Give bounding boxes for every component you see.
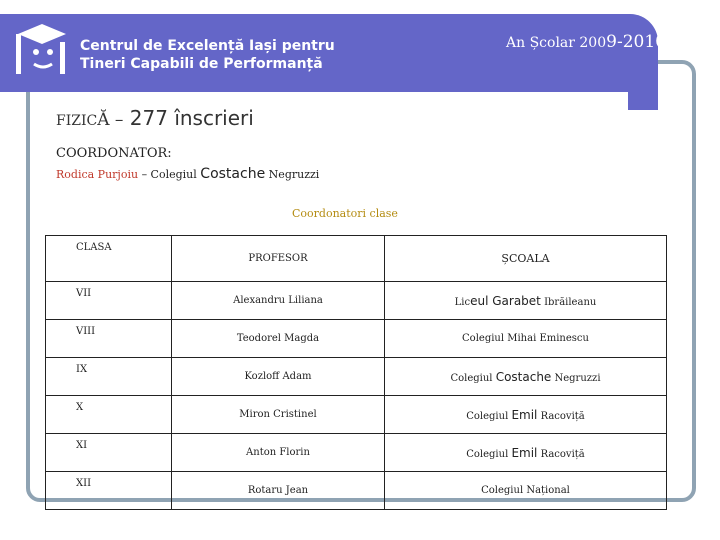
year-part-1: An Școlar 200 — [506, 35, 607, 51]
cell-clasa: XI — [46, 434, 172, 472]
header-scoala: ȘCOALA — [385, 236, 667, 282]
org-line-2: Tineri Capabili de Performanță — [80, 56, 323, 72]
table-row — [46, 282, 667, 320]
registration-word: înscrieri — [174, 106, 254, 130]
coordinator-label: COORDONATOR: — [56, 146, 172, 161]
cell-profesor: Alexandru Liliana — [172, 282, 385, 320]
coordinator-school-big: Costache — [200, 166, 266, 182]
scoala-b: Emil — [511, 445, 538, 460]
year-part-2: 9-20 — [606, 32, 645, 52]
table-row — [46, 472, 667, 510]
cell-clasa: XII — [46, 472, 172, 510]
cell-clasa: X — [46, 396, 172, 434]
cell-profesor: Teodorel Magda — [172, 320, 385, 358]
logo-icon — [12, 20, 72, 80]
school-year — [506, 32, 666, 52]
scoala-c: Racoviță — [537, 448, 585, 460]
subject-name: FIZIC — [56, 113, 98, 129]
scoala-b: eul Garabet — [470, 293, 541, 308]
table-row — [46, 396, 667, 434]
subject-name-end: Ă – — [97, 110, 124, 130]
header-profesor: PROFESOR — [172, 236, 385, 282]
cell-profesor: Anton Florin — [172, 434, 385, 472]
table-row — [46, 434, 667, 472]
scoala-c: Negruzzi — [551, 372, 601, 384]
coordinator-line — [56, 166, 319, 182]
scoala-c: Ibrăileanu — [540, 296, 597, 308]
organization-name — [80, 37, 335, 73]
scoala-a: Colegiul — [466, 410, 512, 422]
cell-clasa: VIII — [46, 320, 172, 358]
cell-clasa: IX — [46, 358, 172, 396]
coordinators-table — [45, 235, 667, 510]
header-clasa: CLASA — [46, 236, 172, 282]
cell-profesor: Miron Cristinel — [172, 396, 385, 434]
cell-scoala — [385, 396, 667, 434]
scoala-b: Costache — [495, 369, 552, 384]
table-row — [46, 358, 667, 396]
coordinator-school-rest: Negruzzi — [265, 168, 320, 181]
scoala-a: Lic — [454, 296, 471, 308]
cell-profesor: Kozloff Adam — [172, 358, 385, 396]
registration-count: 277 — [129, 106, 168, 130]
coordinator-sep: – Colegiul — [141, 168, 201, 181]
cell-scoala — [385, 434, 667, 472]
subject-title — [56, 106, 254, 130]
cell-clasa: VII — [46, 282, 172, 320]
table-header-row — [46, 236, 667, 282]
table-row — [46, 320, 667, 358]
cell-scoala — [385, 320, 667, 358]
banner-tab — [628, 60, 658, 110]
scoala-a: Colegiul — [466, 448, 512, 460]
year-part-3: 10 — [644, 32, 666, 52]
scoala-c: Racoviță — [537, 410, 585, 422]
scoala-a: Colegiul — [450, 372, 496, 384]
cell-scoala — [385, 472, 667, 510]
scoala-a: Colegiul Mihai Eminescu — [462, 333, 589, 344]
scoala-b: Emil — [511, 407, 538, 422]
scoala-a: Colegiul Național — [481, 485, 570, 496]
cell-scoala — [385, 358, 667, 396]
cell-scoala — [385, 282, 667, 320]
coordinator-name: Rodica Purjoiu — [56, 168, 139, 181]
cell-profesor: Rotaru Jean — [172, 472, 385, 510]
org-line-1: Centrul de Excelență Iași pentru — [80, 38, 335, 54]
classes-title: Coordonatori clase — [292, 207, 398, 220]
